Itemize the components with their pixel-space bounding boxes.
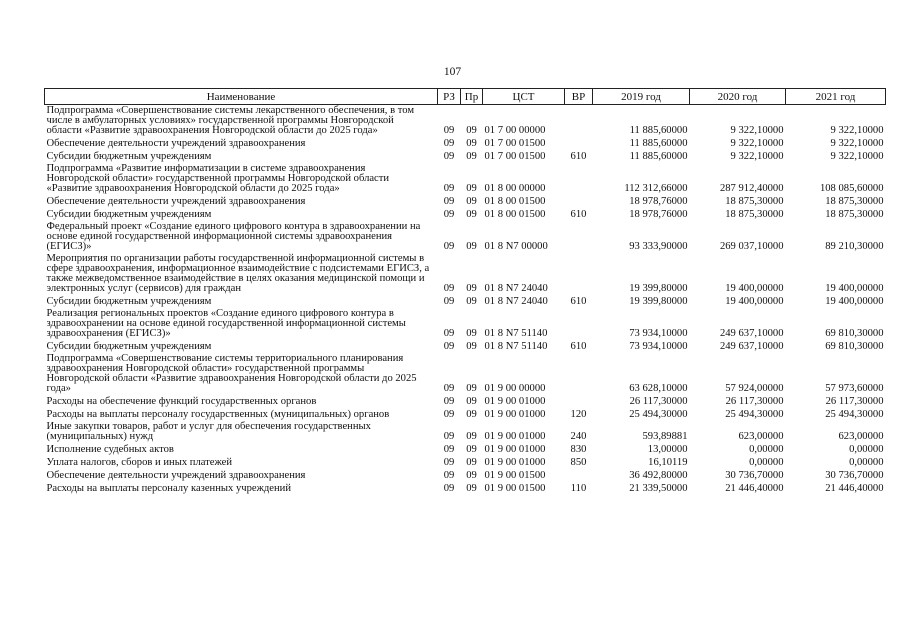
- row-vr: 240: [570, 431, 587, 442]
- row-rz: 09: [443, 196, 455, 207]
- row-vr: 610: [570, 341, 587, 352]
- row-cst: 01 7 00 01500: [484, 138, 546, 149]
- row-value-2021: 25 494,30000: [825, 409, 884, 420]
- row-cst: 01 7 00 00000: [484, 125, 546, 136]
- row-rz: 09: [443, 470, 455, 481]
- row-value-2020: 0,00000: [749, 457, 784, 468]
- row-cst: 01 7 00 01500: [484, 151, 546, 162]
- column-header-2020: 2020 год: [690, 89, 786, 105]
- table-row: [45, 150, 886, 163]
- row-pr: 09: [466, 283, 477, 294]
- row-value-2021: 26 117,30000: [825, 396, 884, 407]
- row-name: Расходы на выплаты персоналу государственных (муниципальных) органов: [46, 409, 390, 420]
- row-rz: 09: [443, 409, 455, 420]
- row-value-2020: 249 637,10000: [719, 341, 784, 352]
- row-name: Подпрограмма «Совершенствование системы территориального планирования здравоохранения Новгородской области» государственной программы Новгородской области «Развитие здравоохранения Новгородской области до 2025 года»: [46, 353, 417, 394]
- row-pr: 09: [466, 196, 477, 207]
- row-value-2019: 19 399,80000: [629, 283, 688, 294]
- row-vr: 610: [570, 151, 587, 162]
- row-cst: 01 9 00 01000: [484, 396, 546, 407]
- row-cst: 01 8 00 00000: [484, 183, 546, 194]
- column-header-cst: ЦСТ: [483, 89, 565, 105]
- row-value-2020: 19 400,00000: [725, 283, 784, 294]
- table-row: [45, 137, 886, 150]
- row-value-2019: 11 885,60000: [629, 151, 688, 162]
- row-vr: [565, 163, 593, 195]
- row-name: Обеспечение деятельности учреждений здравоохранения: [46, 196, 306, 207]
- row-value-2020: 249 637,10000: [719, 328, 784, 339]
- row-value-2019: 16,10119: [648, 457, 688, 468]
- column-header-vr: ВР: [565, 89, 593, 105]
- row-cst: 01 9 00 01000: [484, 457, 546, 468]
- row-name: Мероприятия по организации работы государственной информационной системы в сфере здравоохранения, информационное взаимодействие с подсистемами ЕГИСЗ, а также межведомственное взаимодействие в целях оказания медицинской помощи и электронных услуг (сервисов) для граждан: [46, 253, 430, 294]
- row-vr: 610: [570, 209, 587, 220]
- row-cst: 01 9 00 01500: [484, 483, 546, 494]
- table-row: [45, 395, 886, 408]
- row-value-2020: 57 924,00000: [725, 383, 784, 394]
- budget-table: [44, 88, 886, 495]
- row-pr: 09: [466, 241, 477, 252]
- row-value-2019: 26 117,30000: [629, 396, 688, 407]
- row-vr: [565, 253, 593, 295]
- row-value-2020: 9 322,10000: [730, 125, 784, 136]
- row-pr: 09: [466, 396, 477, 407]
- row-value-2020: 18 875,30000: [725, 209, 784, 220]
- row-value-2021: 9 322,10000: [830, 151, 884, 162]
- row-vr: 110: [570, 483, 587, 494]
- table-row: [45, 482, 886, 495]
- table-row: [45, 408, 886, 421]
- row-vr: [565, 353, 593, 395]
- row-value-2019: 593,89881: [642, 431, 688, 442]
- row-vr: [565, 469, 593, 482]
- table-row: [45, 469, 886, 482]
- row-pr: 09: [466, 483, 477, 494]
- row-value-2019: 13,00000: [647, 444, 688, 455]
- row-cst: 01 8 00 01500: [484, 196, 546, 207]
- row-pr: 09: [466, 409, 477, 420]
- row-value-2021: 108 085,60000: [819, 183, 884, 194]
- column-header-2019: 2019 год: [593, 89, 690, 105]
- row-value-2019: 11 885,60000: [629, 138, 688, 149]
- row-pr: 09: [466, 209, 477, 220]
- row-rz: 09: [443, 151, 455, 162]
- row-value-2021: 19 400,00000: [825, 283, 884, 294]
- row-vr: 850: [570, 457, 587, 468]
- row-pr: 09: [466, 328, 477, 339]
- row-cst: 01 8 N7 51140: [484, 328, 548, 339]
- row-value-2021: 18 875,30000: [825, 209, 884, 220]
- table-row: [45, 421, 886, 443]
- row-cst: 01 9 00 01000: [484, 409, 546, 420]
- table-row: [45, 253, 886, 295]
- row-vr: [565, 137, 593, 150]
- row-cst: 01 9 00 00000: [484, 383, 546, 394]
- row-pr: 09: [466, 457, 477, 468]
- row-value-2020: 21 446,40000: [725, 483, 784, 494]
- row-pr: 09: [466, 383, 477, 394]
- row-pr: 09: [466, 183, 477, 194]
- row-value-2020: 19 400,00000: [725, 296, 784, 307]
- row-value-2021: 69 810,30000: [825, 341, 884, 352]
- table-body: [45, 105, 886, 496]
- row-value-2020: 25 494,30000: [725, 409, 784, 420]
- row-name: Иные закупки товаров, работ и услуг для обеспечения государственных (муниципальных) нужд: [46, 421, 371, 442]
- row-cst: 01 8 N7 00000: [484, 241, 548, 252]
- column-header-name: Наименование: [45, 89, 438, 105]
- row-vr: 610: [570, 296, 587, 307]
- row-name: Субсидии бюджетным учреждениям: [46, 296, 212, 307]
- row-value-2021: 21 446,40000: [825, 483, 884, 494]
- row-value-2021: 69 810,30000: [825, 328, 884, 339]
- row-value-2021: 30 736,70000: [825, 470, 884, 481]
- row-value-2020: 269 037,10000: [719, 241, 784, 252]
- table-row: [45, 195, 886, 208]
- row-name: Расходы на выплаты персоналу казенных учреждений: [46, 483, 291, 494]
- row-pr: 09: [466, 151, 477, 162]
- table-row: [45, 221, 886, 253]
- row-cst: 01 8 N7 51140: [484, 341, 548, 352]
- row-value-2019: 19 399,80000: [629, 296, 688, 307]
- column-header-pr: Пр: [461, 89, 483, 105]
- row-name: Расходы на обеспечение функций государственных органов: [46, 396, 317, 407]
- row-vr: [565, 195, 593, 208]
- row-name: Уплата налогов, сборов и иных платежей: [46, 457, 233, 468]
- row-vr: 120: [570, 409, 587, 420]
- row-value-2021: 18 875,30000: [825, 196, 884, 207]
- row-name: Субсидии бюджетным учреждениям: [46, 341, 212, 352]
- table-row: [45, 443, 886, 456]
- row-pr: 09: [466, 138, 477, 149]
- table-row: [45, 308, 886, 340]
- row-value-2019: 73 934,10000: [629, 341, 688, 352]
- row-cst: 01 8 N7 24040: [484, 283, 548, 294]
- row-name: Исполнение судебных актов: [46, 444, 174, 455]
- row-value-2019: 93 333,90000: [629, 241, 688, 252]
- table-row: [45, 295, 886, 308]
- table-header-row: [45, 89, 886, 105]
- row-value-2019: 11 885,60000: [629, 125, 688, 136]
- row-name: Подпрограмма «Развитие информатизации в системе здравоохранения Новгородской области» государственной программы Новгородской области «Развитие здравоохранения Новгородской области до 2025 года»: [46, 163, 390, 194]
- row-value-2020: 9 322,10000: [730, 151, 784, 162]
- column-header-rz: РЗ: [438, 89, 461, 105]
- row-name: Субсидии бюджетным учреждениям: [46, 151, 212, 162]
- row-value-2019: 21 339,50000: [629, 483, 688, 494]
- row-vr: [565, 105, 593, 138]
- row-name: Подпрограмма «Совершенствование системы лекарственного обеспечения, в том числе в амбулаторных условиях» государственной программы Новгородской области «Развитие здравоохранения Новгородской области до 2025 года»: [46, 105, 415, 136]
- row-pr: 09: [466, 296, 477, 307]
- row-value-2021: 0,00000: [849, 457, 884, 468]
- row-value-2021: 89 210,30000: [825, 241, 884, 252]
- row-cst: 01 8 00 01500: [484, 209, 546, 220]
- row-value-2021: 19 400,00000: [825, 296, 884, 307]
- row-name: Обеспечение деятельности учреждений здравоохранения: [46, 470, 306, 481]
- column-header-2021: 2021 год: [786, 89, 886, 105]
- row-value-2019: 112 312,66000: [624, 183, 688, 194]
- table-row: [45, 163, 886, 195]
- row-value-2021: 0,00000: [849, 444, 884, 455]
- row-vr: [565, 221, 593, 253]
- row-value-2019: 25 494,30000: [629, 409, 688, 420]
- row-value-2021: 9 322,10000: [830, 125, 884, 136]
- row-rz: 09: [443, 341, 455, 352]
- row-pr: 09: [466, 444, 477, 455]
- row-rz: 09: [443, 457, 455, 468]
- row-rz: 09: [443, 125, 455, 136]
- row-cst: 01 9 00 01000: [484, 431, 546, 442]
- row-cst: 01 9 00 01000: [484, 444, 546, 455]
- row-value-2020: 9 322,10000: [730, 138, 784, 149]
- row-value-2020: 18 875,30000: [725, 196, 784, 207]
- row-name: Реализация региональных проектов «Создание единого цифрового контура в здравоохранении на основе единой государственной информационной системы здравоохранения (ЕГИСЗ)»: [46, 308, 406, 339]
- row-rz: 09: [443, 383, 455, 394]
- row-pr: 09: [466, 341, 477, 352]
- row-vr: 830: [570, 444, 587, 455]
- row-name: Обеспечение деятельности учреждений здравоохранения: [46, 138, 306, 149]
- row-value-2019: 18 978,76000: [629, 196, 688, 207]
- row-cst: 01 9 00 01500: [484, 470, 546, 481]
- table-row: [45, 353, 886, 395]
- row-pr: 09: [466, 431, 477, 442]
- row-value-2019: 36 492,80000: [629, 470, 688, 481]
- row-value-2019: 18 978,76000: [629, 209, 688, 220]
- row-value-2019: 73 934,10000: [629, 328, 688, 339]
- row-pr: 09: [466, 470, 477, 481]
- row-value-2021: 9 322,10000: [830, 138, 884, 149]
- row-name: Субсидии бюджетным учреждениям: [46, 209, 212, 220]
- row-rz: 09: [443, 241, 455, 252]
- row-rz: 09: [443, 483, 455, 494]
- row-name: Федеральный проект «Создание единого цифрового контура в здравоохранении на основе единой государственной информационной системы здравоохранения (ЕГИСЗ)»: [46, 221, 421, 252]
- row-value-2019: 63 628,10000: [629, 383, 688, 394]
- row-rz: 09: [443, 431, 455, 442]
- row-value-2021: 57 973,60000: [825, 383, 884, 394]
- row-vr: [565, 395, 593, 408]
- row-value-2020: 287 912,40000: [719, 183, 784, 194]
- table-row: [45, 456, 886, 469]
- row-vr: [565, 308, 593, 340]
- row-rz: 09: [443, 183, 455, 194]
- row-rz: 09: [443, 328, 455, 339]
- row-rz: 09: [443, 396, 455, 407]
- table-row: [45, 340, 886, 353]
- row-value-2021: 623,00000: [838, 431, 884, 442]
- table-row: [45, 208, 886, 221]
- row-value-2020: 623,00000: [738, 431, 784, 442]
- row-value-2020: 0,00000: [749, 444, 784, 455]
- row-pr: 09: [466, 125, 477, 136]
- row-rz: 09: [443, 209, 455, 220]
- row-rz: 09: [443, 138, 455, 149]
- row-value-2020: 26 117,30000: [725, 396, 784, 407]
- row-value-2020: 30 736,70000: [725, 470, 784, 481]
- row-rz: 09: [443, 296, 455, 307]
- table-row: [45, 105, 886, 138]
- row-cst: 01 8 N7 24040: [484, 296, 548, 307]
- row-rz: 09: [443, 444, 455, 455]
- page-number: 107: [443, 66, 462, 78]
- row-rz: 09: [443, 283, 455, 294]
